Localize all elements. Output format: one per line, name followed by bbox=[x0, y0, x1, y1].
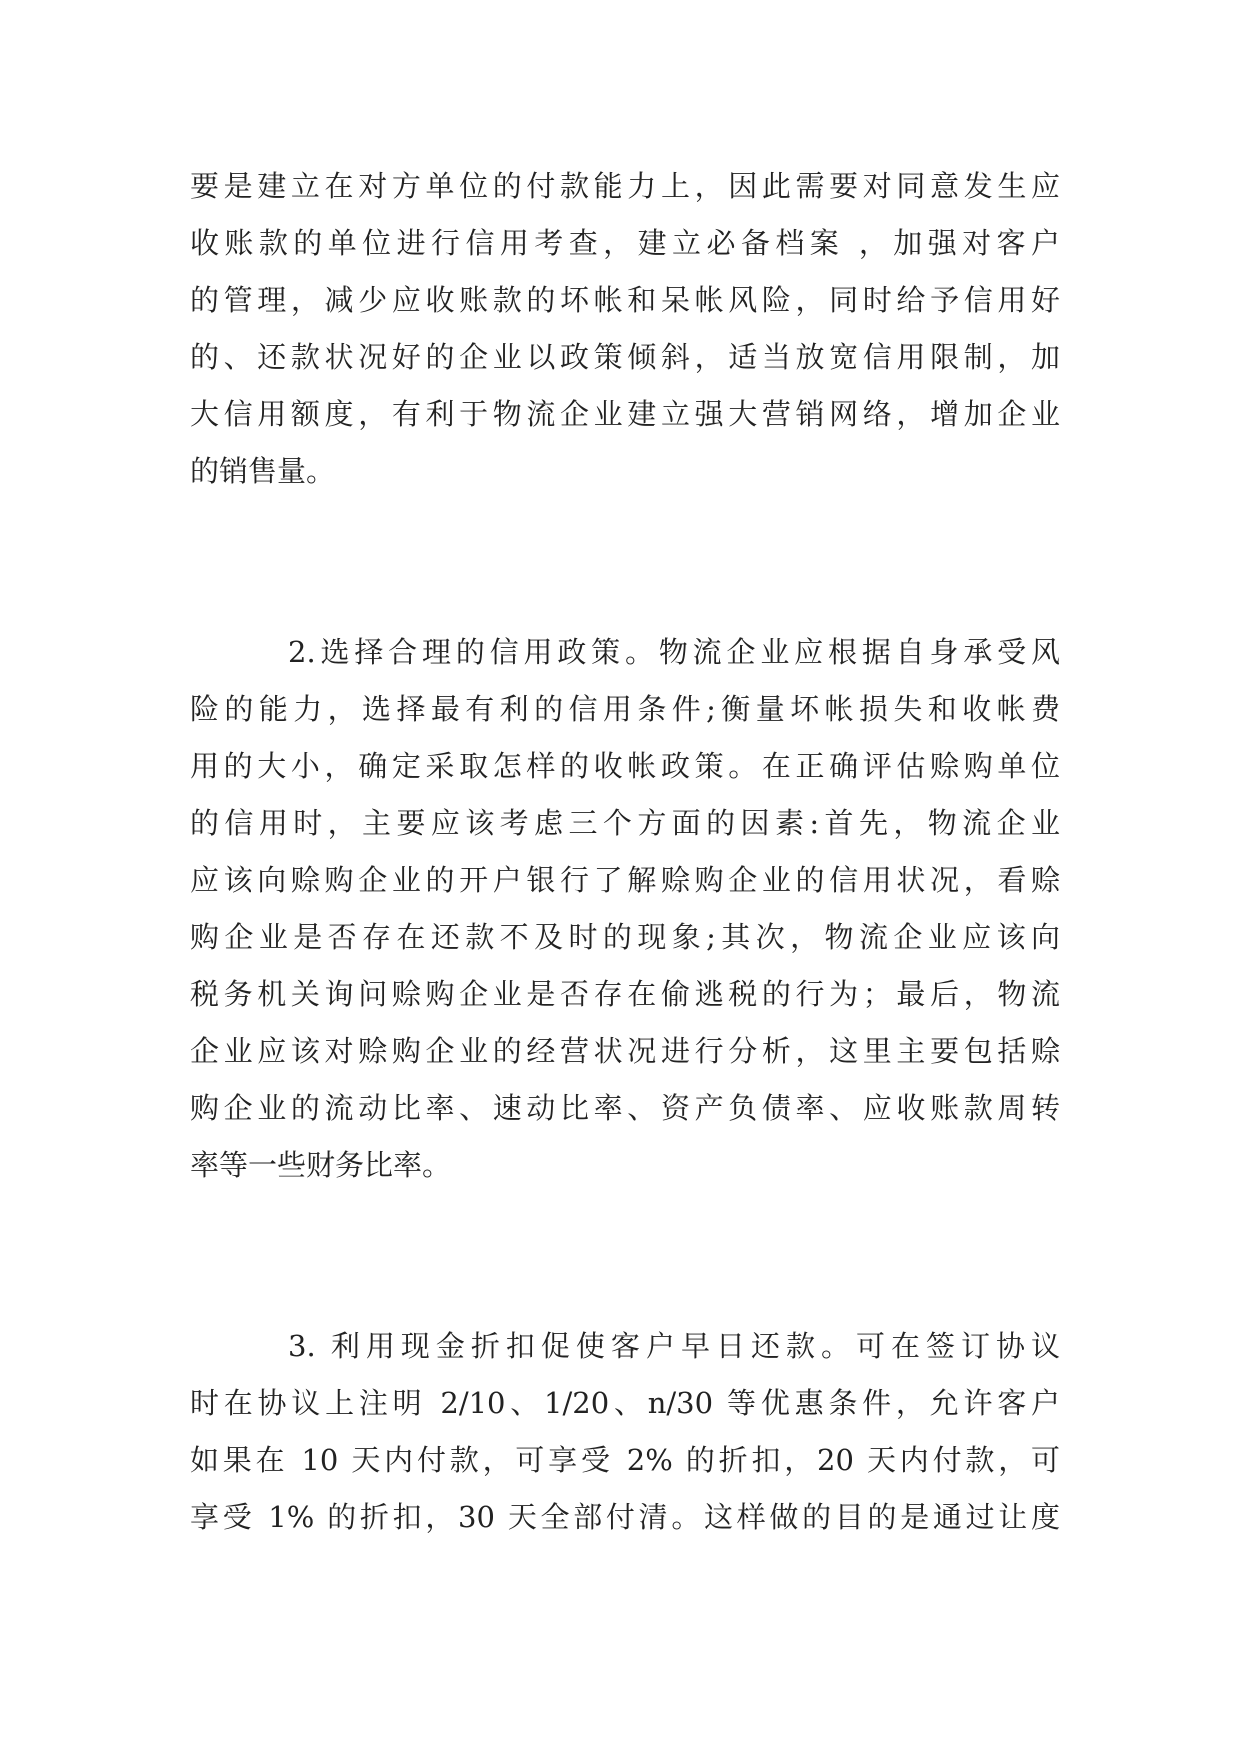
text-line: 购企业是否存在还款不及时的现象;其次，物流企业应该向 bbox=[190, 920, 1060, 954]
text-line: 的、还款状况好的企业以政策倾斜，适当放宽信用限制，加 bbox=[190, 340, 1060, 374]
text-line: 享受 1% 的折扣，30 天全部付清。这样做的目的是通过让度 bbox=[190, 1500, 1060, 1534]
text-line: 收账款的单位进行信用考查，建立必备档案 ，加强对客户 bbox=[190, 226, 1060, 260]
text-line: 要是建立在对方单位的付款能力上，因此需要对同意发生应 bbox=[190, 169, 1060, 203]
text-line: 2.选择合理的信用政策。物流企业应根据自身承受风 bbox=[288, 635, 1060, 669]
text-line: 3. 利用现金折扣促使客户早日还款。可在签订协议 bbox=[288, 1329, 1060, 1363]
paragraph-cash-discount bbox=[190, 1318, 1060, 1546]
text-line: 险的能力，选择最有利的信用条件;衡量坏帐损失和收帐费 bbox=[190, 692, 1060, 726]
text-line: 的管理，减少应收账款的坏帐和呆帐风险，同时给予信用好 bbox=[190, 283, 1060, 317]
text-line: 如果在 10 天内付款，可享受 2% 的折扣，20 天内付款，可 bbox=[190, 1443, 1060, 1477]
text-line: 用的大小，确定采取怎样的收帐政策。在正确评估赊购单位 bbox=[190, 749, 1060, 783]
paragraph-credit-policy bbox=[190, 624, 1060, 1194]
text-line: 率等一些财务比率。 bbox=[190, 1148, 452, 1182]
text-line: 大信用额度，有利于物流企业建立强大营销网络，增加企业 bbox=[190, 397, 1060, 431]
text-line: 时在协议上注明 2/10、1/20、n/30 等优惠条件，允许客户 bbox=[190, 1386, 1060, 1420]
text-line: 企业应该对赊购企业的经营状况进行分析，这里主要包括赊 bbox=[190, 1034, 1060, 1068]
text-line: 税务机关询问赊购企业是否存在偷逃税的行为；最后，物流 bbox=[190, 977, 1060, 1011]
text-line: 的信用时，主要应该考虑三个方面的因素:首先，物流企业 bbox=[190, 806, 1060, 840]
text-line: 应该向赊购企业的开户银行了解赊购企业的信用状况，看赊 bbox=[190, 863, 1060, 897]
text-line: 购企业的流动比率、速动比率、资产负债率、应收账款周转 bbox=[190, 1091, 1060, 1125]
paragraph-credit-investigation bbox=[190, 158, 1060, 500]
text-line: 的销售量。 bbox=[190, 454, 336, 488]
